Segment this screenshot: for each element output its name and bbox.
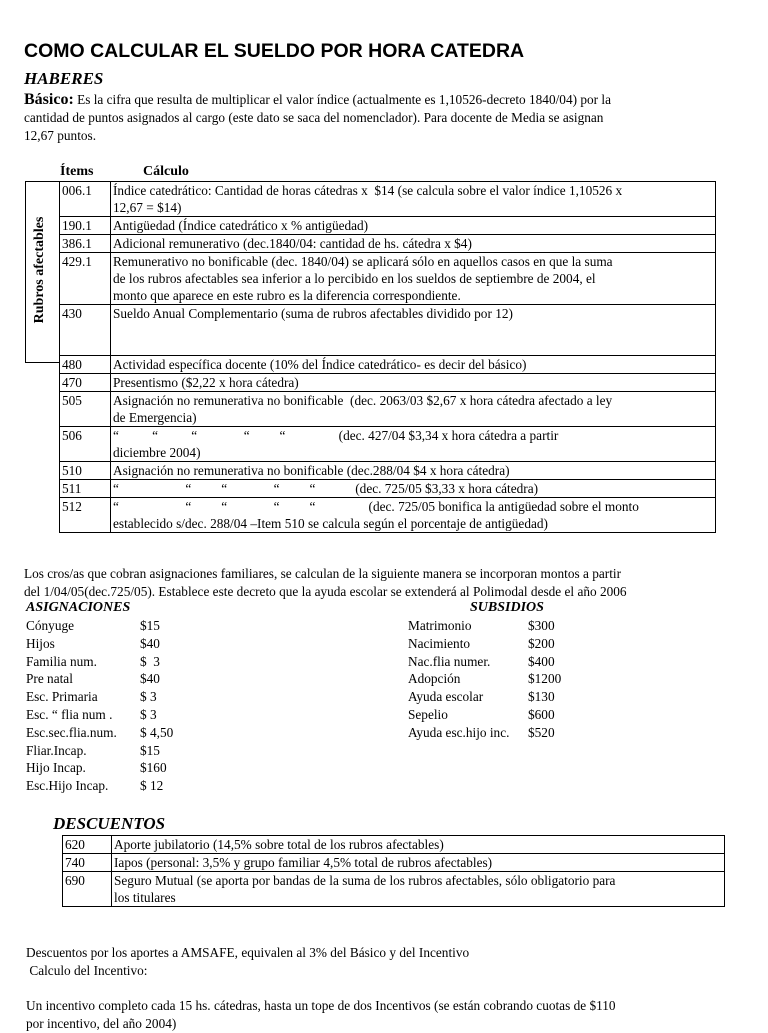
- list-item: [408, 671, 562, 689]
- table-row: [60, 182, 716, 217]
- list-item-value: $ 3: [140, 653, 160, 669]
- list-item-label: Esc.Hijo Incap.: [26, 778, 109, 794]
- descuentos-table: [62, 835, 725, 907]
- haberes-header: HABERES: [24, 69, 104, 88]
- descuentos-header: DESCUENTOS: [53, 814, 166, 833]
- item-description: [111, 217, 716, 235]
- item-description: [111, 374, 716, 392]
- list-item: [26, 706, 157, 725]
- list-item-label: Hijo Incap.: [26, 760, 86, 776]
- table-row: [60, 498, 716, 533]
- item-description: [111, 253, 716, 305]
- list-item: [26, 724, 174, 743]
- list-item: [408, 653, 555, 672]
- description-line: los titulares: [114, 890, 176, 905]
- list-item-label: Fliar.Incap.: [26, 742, 87, 758]
- item-description: [112, 854, 725, 872]
- item-code: 386.1: [60, 235, 111, 253]
- items-column-header: Ítems: [60, 164, 94, 179]
- table-row: [63, 854, 725, 872]
- basico-label: Básico:: [24, 91, 74, 108]
- asignaciones-header: ASIGNACIONES: [26, 600, 131, 615]
- list-item-value: $40: [140, 635, 160, 651]
- list-item: [408, 724, 555, 743]
- item-description: [111, 480, 716, 498]
- list-item-value: $40: [140, 671, 160, 687]
- list-item: [26, 742, 160, 761]
- list-item-value: $400: [528, 653, 555, 669]
- page-title: COMO CALCULAR EL SUELDO POR HORA CATEDRA: [24, 40, 525, 62]
- list-item: [26, 689, 157, 707]
- list-item-value: $15: [140, 618, 160, 633]
- table-row: [60, 356, 716, 374]
- item-code: 510: [60, 462, 111, 480]
- item-code: 506: [60, 427, 111, 462]
- list-item-value: $160: [140, 760, 167, 776]
- item-code: 470: [60, 374, 111, 392]
- item-description: [111, 427, 716, 462]
- list-item: [408, 689, 555, 707]
- incentivo-line-1: Un incentivo completo cada 15 hs. cátedras, hasta un tope de dos Incentivos (se están cobrando cuotas de $110: [26, 998, 616, 1013]
- item-code: 512: [60, 498, 111, 533]
- asig-para-line-1: Los cros/as que cobran asignaciones familiares, se calculan de la siguiente manera se incorporan montos a partir: [24, 566, 622, 581]
- haberes-table: [59, 181, 716, 533]
- list-item-label: Ayuda escolar: [408, 689, 484, 705]
- list-item-value: $520: [528, 724, 555, 740]
- list-item-value: $1200: [528, 671, 562, 687]
- item-code: 505: [60, 392, 111, 427]
- item-description: [112, 836, 725, 854]
- table-row: [60, 235, 716, 253]
- list-item: [408, 618, 555, 636]
- table-row: [60, 462, 716, 480]
- list-item: [26, 618, 160, 636]
- item-description: [111, 498, 716, 533]
- list-item-value: $ 3: [140, 689, 157, 705]
- list-item-label: Esc. “ flia num .: [26, 706, 113, 722]
- item-code: 430: [60, 305, 111, 356]
- table-row: [60, 305, 716, 356]
- list-item-label: Ayuda esc.hijo inc.: [408, 724, 510, 740]
- list-item-label: Nac.flia numer.: [408, 653, 491, 669]
- item-code: 620: [63, 836, 112, 854]
- list-item-value: $ 12: [140, 778, 164, 794]
- description-line: “ “ “ “ “ (dec. 427/04 $3,34 x hora cátedra a partir: [113, 428, 559, 443]
- list-item-value: $15: [140, 742, 160, 758]
- item-code: 690: [63, 872, 112, 907]
- amsafe-text: Descuentos por los aportes a AMSAFE, equivalen al 3% del Básico y del Incentivo: [26, 945, 470, 960]
- description-line: Antigüedad (Índice catedrático x % antigüedad): [113, 218, 369, 233]
- description-line: Seguro Mutual (se aporta por bandas de la suma de los rubros afectables, sólo obligatorio para: [114, 873, 616, 888]
- table-row: [63, 836, 725, 854]
- table-row: [60, 480, 716, 498]
- list-item-label: Esc. Primaria: [26, 689, 98, 705]
- item-code: 190.1: [60, 217, 111, 235]
- list-item-value: $600: [528, 706, 555, 722]
- description-line: monto que aparece en este rubro es la diferencia correspondiente.: [113, 288, 461, 303]
- item-code: 740: [63, 854, 112, 872]
- incentivo-line-2: por incentivo, del año 2004): [26, 1016, 177, 1031]
- list-item: [26, 760, 167, 778]
- item-code: 429.1: [60, 253, 111, 305]
- list-item-label: Sepelio: [408, 706, 448, 722]
- list-item: [26, 671, 160, 689]
- list-item-value: $130: [528, 689, 555, 705]
- item-description: [111, 392, 716, 427]
- description-line: Asignación no remunerativa no bonificable (dec. 2063/03 $2,67 x hora cátedra afectado a ley: [113, 393, 613, 408]
- description-line: “ “ “ “ “ (dec. 725/05 bonifica la antigüedad sobre el monto: [113, 499, 639, 514]
- subsidios-header: SUBSIDIOS: [470, 600, 544, 615]
- list-item-value: $ 3: [140, 706, 157, 722]
- list-item-label: Matrimonio: [408, 618, 472, 633]
- item-description: [112, 872, 725, 907]
- description-line: “ “ “ “ “ (dec. 725/05 $3,33 x hora cátedra): [113, 481, 539, 496]
- asig-para-line-2: del 1/04/05(dec.725/05). Establece este decreto que la ayuda escolar se extenderá al Polimodal desde el año 2006: [24, 584, 627, 599]
- item-description: [111, 235, 716, 253]
- item-description: [111, 356, 716, 374]
- calculo-incentivo-text: Calculo del Incentivo:: [26, 963, 148, 978]
- table-row: [60, 253, 716, 305]
- item-description: [111, 305, 716, 356]
- description-line: Adicional remunerativo (dec.1840/04: cantidad de hs. cátedra x $4): [113, 236, 472, 251]
- table-row: [60, 427, 716, 462]
- description-line: Remunerativo no bonificable (dec. 1840/04) se aplicará sólo en aquellos casos en que la suma: [113, 254, 613, 269]
- table-row: [63, 872, 725, 907]
- item-code: 511: [60, 480, 111, 498]
- table-row: [60, 217, 716, 235]
- description-line: Aporte jubilatorio (14,5% sobre total de los rubros afectables): [114, 837, 444, 852]
- list-item-label: Nacimiento: [408, 635, 471, 651]
- description-line: Presentismo ($2,22 x hora cátedra): [113, 375, 299, 390]
- list-item-label: Hijos: [26, 635, 55, 651]
- list-item: [26, 653, 160, 672]
- list-item-value: $200: [528, 635, 555, 651]
- description-line: de los rubros afectables sea inferior a lo percibido en los sueldos de septiembre de 2004, el: [113, 271, 596, 286]
- list-item: [26, 778, 164, 796]
- list-item-value: $300: [528, 618, 555, 633]
- basico-line-3: 12,67 puntos.: [24, 128, 97, 143]
- item-code: 006.1: [60, 182, 111, 217]
- list-item-label: Adopción: [408, 671, 461, 687]
- incentivo-paragraph: [26, 997, 616, 1033]
- description-line: Sueldo Anual Complementario (suma de rubros afectables dividido por 12): [113, 306, 513, 321]
- basico-line-2: cantidad de puntos asignados al cargo (este dato se saca del nomenclador). Para docente de Media se asignan: [24, 110, 604, 125]
- description-line: Asignación no remunerativa no bonificable (dec.288/04 $4 x hora cátedra): [113, 463, 510, 478]
- list-item: [408, 635, 555, 654]
- list-item-label: Pre natal: [26, 671, 73, 687]
- item-code: 480: [60, 356, 111, 374]
- description-line: diciembre 2004): [113, 445, 201, 460]
- description-line: de Emergencia): [113, 410, 197, 425]
- table-row: [60, 392, 716, 427]
- list-item: [26, 635, 160, 654]
- item-description: [111, 462, 716, 480]
- list-item-label: Esc.sec.flia.num.: [26, 724, 117, 740]
- basico-line-1: Es la cifra que resulta de multiplicar el valor índice (actualmente es 1,10526-decreto 1840/04) por la: [77, 92, 611, 107]
- subsidios-list: [408, 618, 562, 743]
- description-line: Actividad específica docente (10% del Índice catedrático- es decir del básico): [113, 357, 527, 372]
- table-row: [60, 374, 716, 392]
- description-line: 12,67 = $14): [113, 200, 182, 215]
- description-line: establecido s/dec. 288/04 –Item 510 se calcula según el porcentaje de antigüedad): [113, 516, 548, 531]
- item-description: [111, 182, 716, 217]
- asignaciones-list: [26, 618, 174, 796]
- basico-paragraph: [24, 91, 754, 145]
- list-item-label: Familia num.: [26, 653, 97, 669]
- list-item-value: $ 4,50: [140, 724, 174, 740]
- description-line: Índice catedrático: Cantidad de horas cátedras x $14 (se calcula sobre el valor índice 1,10526 x: [113, 183, 623, 198]
- list-item: [408, 706, 555, 725]
- rubros-afectables-label: Rubros afectables: [32, 216, 47, 324]
- description-line: Iapos (personal: 3,5% y grupo familiar 4,5% total de rubros afectables): [114, 855, 493, 870]
- calculo-column-header: Cálculo: [143, 164, 189, 179]
- asignaciones-paragraph: [24, 565, 627, 601]
- list-item-label: Cónyuge: [26, 618, 75, 633]
